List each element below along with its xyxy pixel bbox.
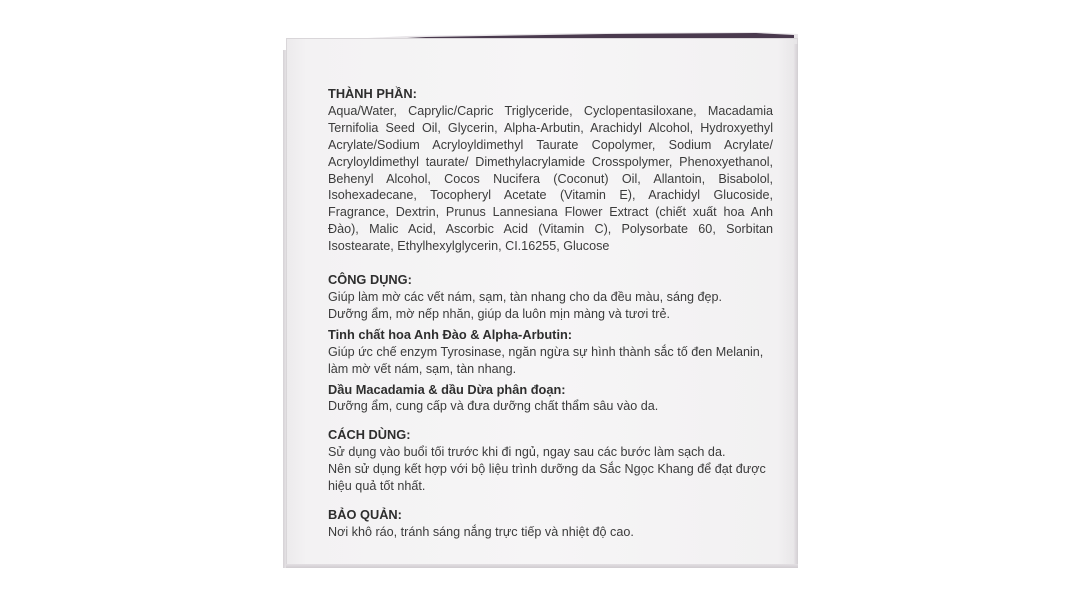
uses-heading: CÔNG DỤNG: [328, 272, 412, 288]
storage-heading: BẢO QUẢN: [328, 506, 402, 522]
uses-line-2: Dưỡng ẩm, mờ nếp nhăn, giúp da luôn mịn màng và tươi trẻ. [328, 306, 670, 321]
ingredients-list: Aqua/Water, Caprylic/Capric Triglyceride, Cyclopentasiloxane, Macadamia Ternifolia Seed Oil, Glycerin, Alpha-Arbutin, Arachidyl Alcohol, Hydroxyethyl Acrylate/Sodium Acryloyldimethyl Taurate Copolymer, Sodium Acrylate/ Acryloyldimethyl taurate/ Dimethylacrylamide Crosspolymer, Phenoxyethanol, Behenyl Alcohol, Cocos Nucifera (Coconut) Oil, Allantoin, Bisabolol, Isohexadecane, Tocopheryl Acetate (Vitamin E), Arachidyl Glucoside, Fragrance, Dextrin, Prunus Lannesiana Flower Extract (chiết xuất hoa Anh Đào), Malic Acid, Ascorbic Acid (Vitamin C), Polysorbate 60, Sorbitan Isostearate, Ethylhexylglycerin, CI.16255, Glucose [328, 103, 773, 254]
storage-line-1: Nơi khô ráo, tránh sáng nắng trực tiếp và nhiệt độ cao. [328, 524, 634, 539]
oils-heading: Dầu Macadamia & dầu Dừa phân đoạn: [328, 381, 566, 397]
ingredients-heading: THÀNH PHẦN: [328, 86, 417, 101]
directions-line-3: hiệu quả tốt nhất. [328, 479, 426, 494]
box-bottom-edge [286, 564, 798, 568]
label-text [328, 86, 773, 541]
uses-line-1: Giúp làm mờ các vết nám, sạm, tàn nhang cho da đều màu, sáng đẹp. [328, 289, 722, 304]
oils-line-1: Dưỡng ẩm, cung cấp và đưa dưỡng chất thẩm sâu vào da. [328, 399, 659, 414]
directions-line-1: Sử dụng vào buổi tối trước khi đi ngủ, ngay sau các bước làm sạch da. [328, 445, 726, 460]
directions-line-2: Nên sử dụng kết hợp với bộ liệu trình dưỡng da Sắc Ngọc Khang để đạt được [328, 462, 766, 477]
box-right-edge [794, 44, 798, 568]
essence-line-1: Giúp ức chế enzym Tyrosinase, ngăn ngừa sự hình thành sắc tố đen Melanin, [328, 344, 764, 359]
essence-line-2: làm mờ vết nám, sạm, tàn nhang. [328, 361, 517, 376]
directions-heading: CÁCH DÙNG: [328, 427, 411, 443]
essence-heading: Tinh chất hoa Anh Đào & Alpha-Arbutin: [328, 326, 573, 342]
